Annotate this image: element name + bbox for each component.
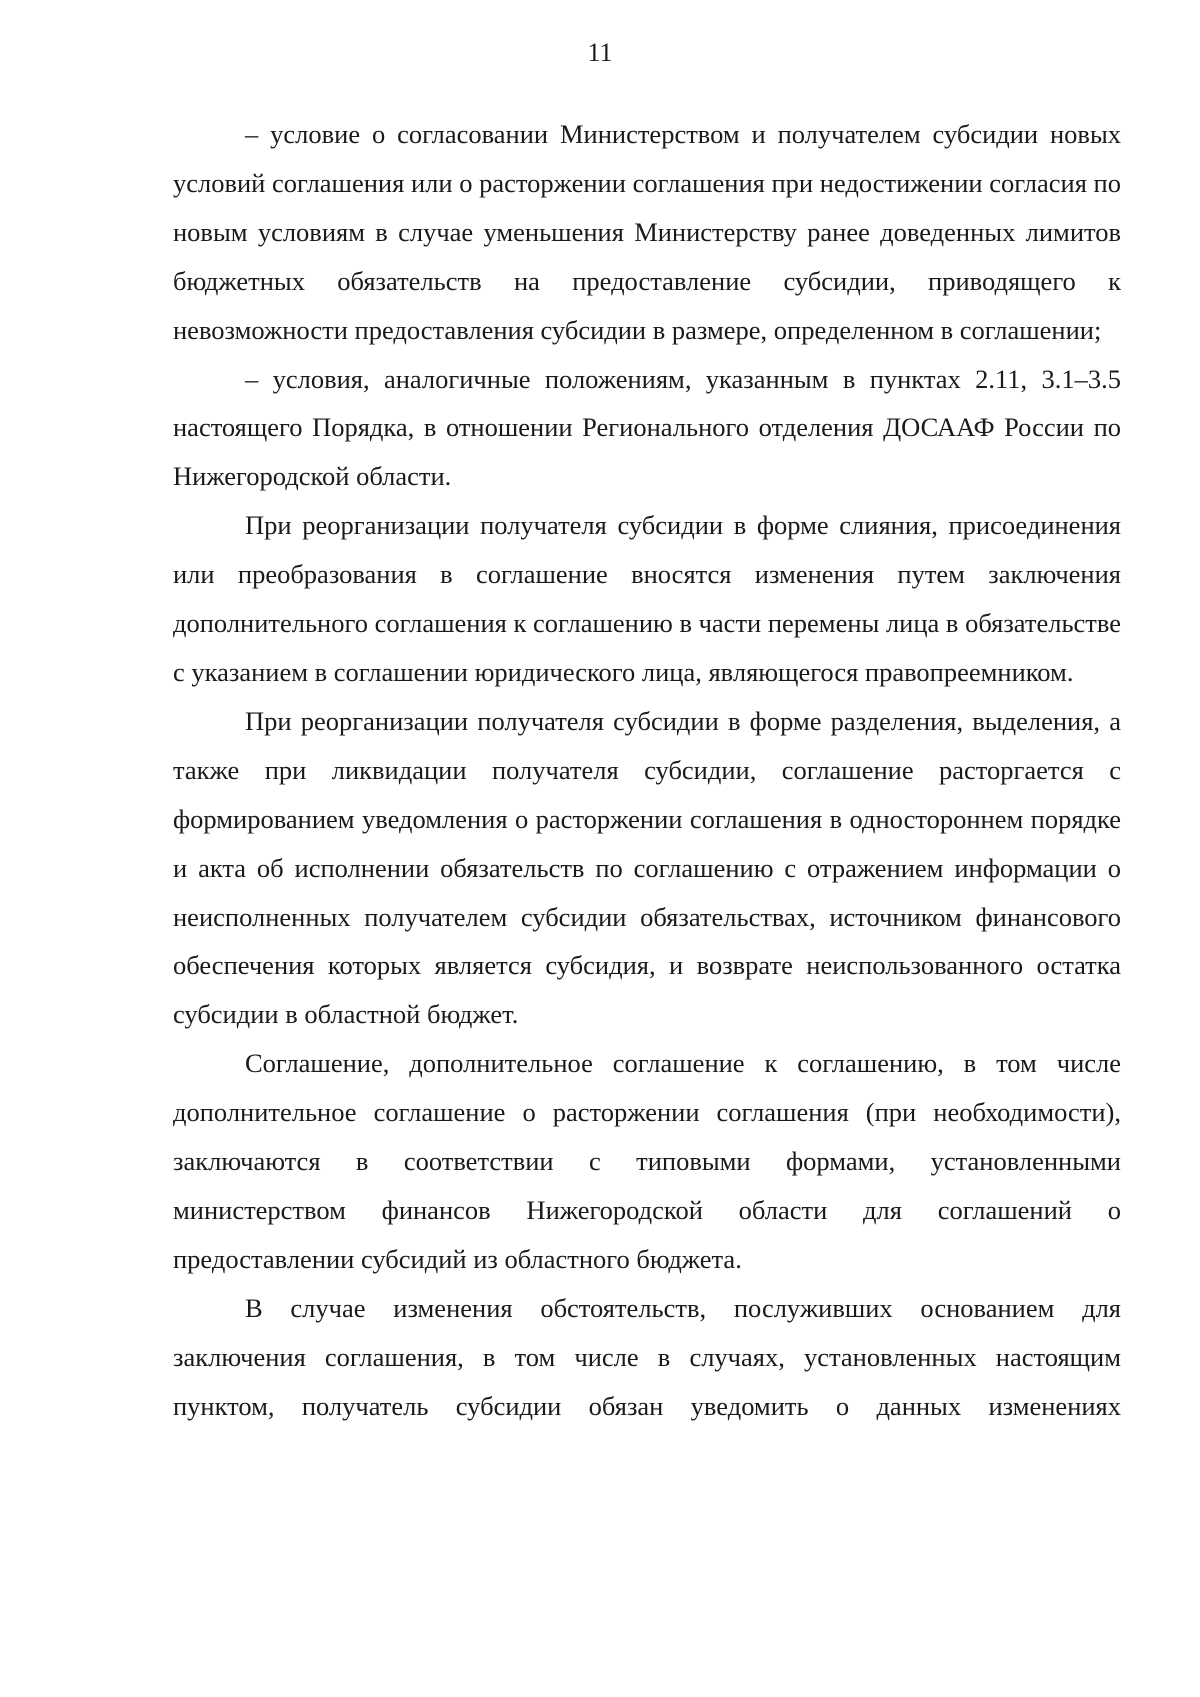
paragraph-analogous-conditions: – условия, аналогичные положениям, указанным в пунктах 2.11, 3.1–3.5 настоящего Порядка, в отношении Регионального отделения ДОСААФ России по Нижегородской области. [173,363,1121,492]
page-number: 11 [587,38,613,67]
paragraph-agreement-condition: – условие о согласовании Министерством и получателем субсидии новых условий соглашения или о расторжении соглашения при недостижении согласия по новым условиям в случае уменьшения Министерству ранее доведенных лимитов бюджетных обязательств на предоставление субсидии, приводящего к невозможности предоставления субсидии в размере, определенном в соглашении; [173,119,1121,345]
paragraph-standard-forms: Соглашение, дополнительное соглашение к соглашению, в том числе дополнительное соглашение о расторжении соглашения (при необходимости), заключаются в соответствии с типовыми формами, установленными министерством финансов Нижегородской области для соглашений о предоставлении субсидий из областного бюджета. [173,1048,1121,1274]
paragraph-change-of-circumstances: В случае изменения обстоятельств, послуживших основанием для заключения соглашения, в том числе в случаях, установленных настоящим пунктом, получатель субсидии обязан уведомить о данных изменениях [173,1292,1121,1421]
paragraph-reorganization-division: При реорганизации получателя субсидии в форме разделения, выделения, а также при ликвидации получателя субсидии, соглашение расторгается с формированием уведомления о расторжении соглашения в одностороннем порядке и акта об исполнении обязательств по соглашению с отражением информации о неисполненных получателем субсидии обязательствах, источником финансового обеспечения которых является субсидия, и возврате неиспользованного остатка субсидии в областной бюджет. [173,705,1121,1030]
document-body [173,110,1121,1430]
paragraph-reorganization-merger: При реорганизации получателя субсидии в форме слияния, присоединения или преобразования в соглашение вносятся изменения путем заключения дополнительного соглашения к соглашению в части перемены лица в обязательстве с указанием в соглашении юридического лица, являющегося правопреемником. [173,510,1121,687]
